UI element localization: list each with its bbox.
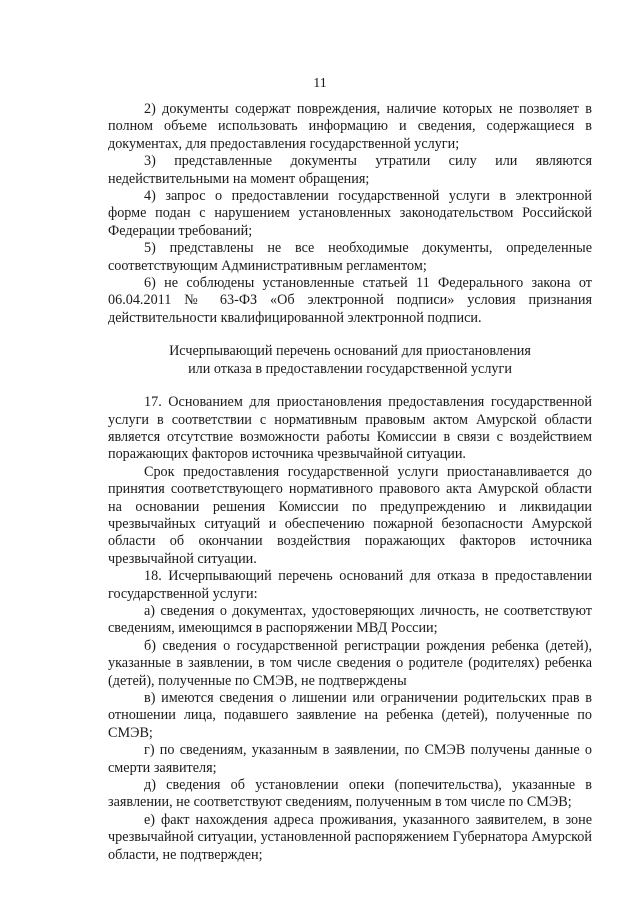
list-item: а) сведения о документах, удостоверяющих личность, не соответствуют сведениям, имеющимся в распоряжении МВД России; <box>108 602 592 637</box>
spacer <box>108 378 592 394</box>
list-item: д) сведения об установлении опеки (попечительства), указанные в заявлении, не соответствуют сведениям, полученным в том числе по СМЭВ; <box>108 777 592 811</box>
paragraph-17: 17. Основанием для приостановления предоставления государственной услуги в соответствии с нормативным правовым актом Амурской области является отсутствие возможности работы Комиссии в связи с воздействием поражающих факторов источника чрезвычайной ситуации. <box>108 394 592 463</box>
list-item: 6) не соблюдены установленные статьей 11 Федерального закона от 06.04.2011 № 63-ФЗ «Об электронной подписи» условия признания действительности квалифицированной электронной подписи. <box>108 275 592 326</box>
section-heading <box>108 343 592 378</box>
list-item: е) факт нахождения адреса проживания, указанного заявителем, в зоне чрезвычайной ситуации, установленной распоряжением Губернатора Амурской области, не подтвержден; <box>108 811 592 863</box>
document-body <box>108 101 592 864</box>
list-item: 3) представленные документы утратили силу или являются недействительными на момент обращения; <box>108 153 592 187</box>
paragraph-18: 18. Исчерпывающий перечень оснований для отказа в предоставлении государственной услуги: <box>108 568 592 602</box>
list-item: б) сведения о государственной регистрации рождения ребенка (детей), указанные в заявлении, в том числе сведения о родителе (родителях) ребенка (детей), полученные по СМЭВ, не подтверждены <box>108 637 592 689</box>
list-item: 5) представлены не все необходимые документы, определенные соответствующим Административным регламентом; <box>108 240 592 274</box>
list-item: 2) документы содержат повреждения, наличие которых не позволяет в полном объеме использовать информацию и сведения, содержащиеся в документах, для предоставления государственной услуги; <box>108 101 592 152</box>
section-heading-line-2: или отказа в предоставлении государственной услуги <box>188 360 512 377</box>
section-heading-line-1: Исчерпывающий перечень оснований для приостановления <box>169 343 531 360</box>
list-item: г) по сведениям, указанным в заявлении, по СМЭВ получены данные о смерти заявителя; <box>108 742 592 776</box>
paragraph-suspension-term: Срок предоставления государственной услуги приостанавливается до принятия соответствующего нормативного правового акта Амурской области на основании решения Комиссии по предупреждению и ликвидации чрезвычайных ситуаций и обеспечению пожарной безопасности Амурской области об окончании воздействия поражающих факторов источника чрезвычайной ситуации. <box>108 463 592 567</box>
spacer <box>108 327 592 343</box>
list-item: в) имеются сведения о лишении или ограничении родительских прав в отношении лица, подавшего заявление на ребенка (детей), полученные по СМЭВ; <box>108 690 592 741</box>
list-item: 4) запрос о предоставлении государственной услуги в электронной форме подан с нарушением установленных законодательством Российской Федерации требований; <box>108 188 592 239</box>
page-number: 11 <box>313 76 327 91</box>
